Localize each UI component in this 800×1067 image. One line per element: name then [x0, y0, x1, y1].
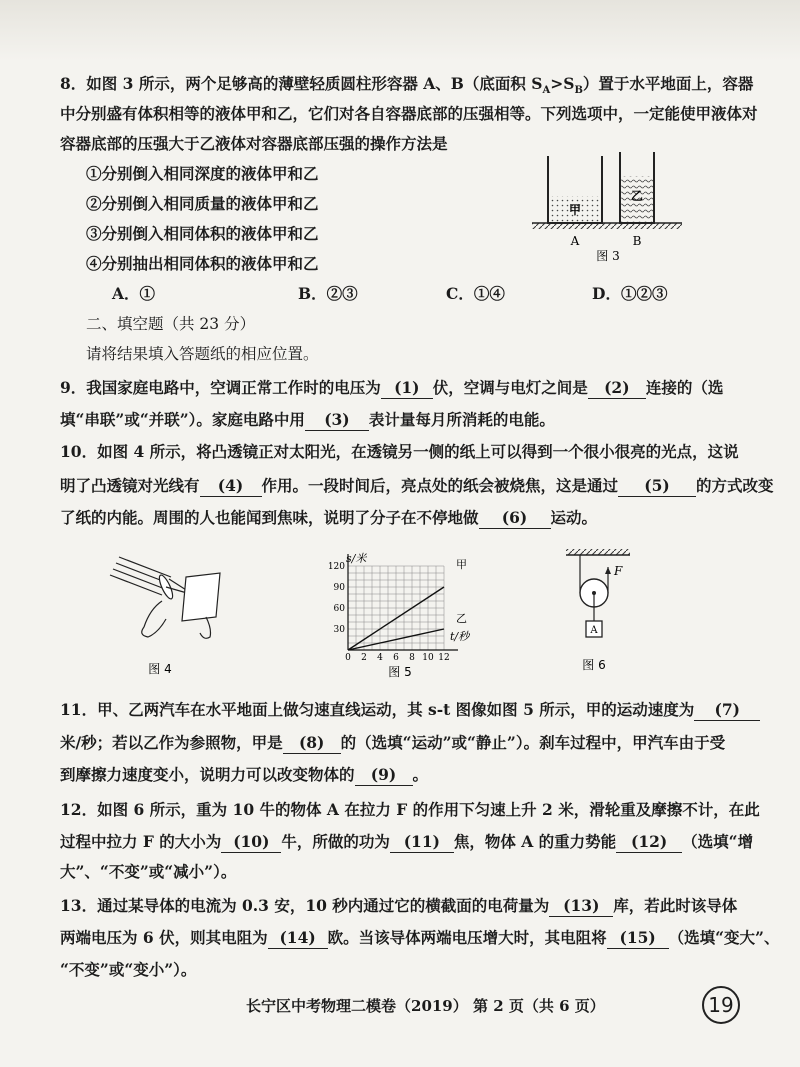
blank-4: (4): [200, 476, 262, 497]
x-tick-label: 6: [393, 653, 399, 663]
force-label: F: [614, 564, 623, 578]
bleed-through-area: [0, 0, 800, 60]
figure-4-lens: [108, 555, 228, 680]
q12-line1: 12．如图 6 所示，重为 10 牛的物体 A 在拉力 F 的作用下匀速上升 2 米，滑轮重及摩擦不计，在此: [60, 800, 760, 819]
blank-6: (6): [479, 508, 551, 529]
q13-line1: 13．通过某导体的电流为 0.3 安，10 秒内通过它的横截面的电荷量为 (13) 库，若此时该导体: [60, 896, 738, 915]
figure-5-st-chart: [310, 550, 480, 680]
figure-3-containers: [530, 148, 690, 263]
q12-line2: 过程中拉力 F 的大小为 (10) 牛，所做的功为 (11) 焦，物体 A 的重力势能 (12) （选填“增: [60, 832, 754, 851]
q8-item: ④分别抽出相同体积的液体甲和乙: [86, 254, 319, 273]
label-yi: 乙: [630, 189, 644, 203]
blank-14: (14): [268, 928, 328, 949]
x-tick-label: 2: [361, 653, 367, 663]
q8-line3: 容器底部的压强大于乙液体对容器底部压强的操作方法是: [60, 134, 448, 153]
y-tick-label: 30: [333, 625, 345, 635]
q10-line3: 了纸的内能。周围的人也能闻到焦味，说明了分子在不停地做 (6) 运动。: [60, 508, 598, 527]
blank-3: (3): [305, 410, 369, 431]
choice-c: C．①④: [446, 284, 505, 303]
series-label-yi: 乙: [456, 612, 467, 625]
blank-12: (12): [616, 832, 682, 853]
q12-line3: 大”、“不变”或“减小”）。: [60, 862, 237, 881]
chart-axes: [348, 554, 458, 650]
figure-5-caption: 图 5: [388, 665, 412, 679]
blank-1: (1): [381, 378, 433, 399]
figure-4-caption: 图 4: [148, 662, 172, 676]
x-axis-label: t/秒: [450, 630, 470, 643]
q10-line2: 明了凸透镜对光线有 (4) 作用。一段时间后，亮点处的纸会被烧焦，这是通过 (5) 的方式改变: [60, 476, 774, 495]
x-tick-label: 0: [345, 653, 351, 663]
y-tick-label: 60: [333, 604, 345, 614]
q11-line2: 米/秒；若以乙作为参照物，甲是 (8) 的（选填“运动”或“静止”）。刹车过程中，甲汽车由于受: [60, 733, 726, 752]
blank-2: (2): [588, 378, 646, 399]
choice-d: D．①②③: [592, 284, 668, 303]
figure-3-caption: 图 3: [596, 249, 620, 263]
q8-item: ③分别倒入相同体积的液体甲和乙: [86, 224, 319, 243]
blank-10: (10): [221, 832, 281, 853]
q13-line3: “不变”或“变小”）。: [60, 960, 197, 979]
series-label-jia: 甲: [456, 558, 467, 571]
figure-6-caption: 图 6: [582, 658, 606, 672]
q8-item: ②分别倒入相同质量的液体甲和乙: [86, 194, 319, 213]
q11-line3: 到摩擦力速度变小，说明力可以改变物体的 (9) 。: [60, 765, 429, 784]
q9-line2: 填“串联”或“并联”）。家庭电路中用 (3) 表计量每月所消耗的电能。: [60, 410, 555, 429]
q13-line2: 两端电压为 6 伏，则其电阻为 (14) 欧。当该导体两端电压增大时，其电阻将 (15) （选填“变大”、: [60, 928, 780, 947]
blank-15: (15): [607, 928, 669, 949]
x-tick-label: 10: [422, 653, 434, 663]
q10-line1: 10．如图 4 所示，将凸透镜正对太阳光，在透镜另一侧的纸上可以得到一个很小很亮的光点，这说: [60, 442, 739, 461]
x-tick-label: 4: [377, 653, 383, 663]
q11-line1: 11．甲、乙两汽车在水平地面上做匀速直线运动，其 s-t 图像如图 5 所示，甲的运动速度为 (7): [60, 700, 760, 721]
blank-9: (9): [355, 765, 413, 786]
blank-7: (7): [694, 700, 760, 721]
y-axis-label: s/米: [346, 552, 367, 565]
blank-8: (8): [283, 733, 341, 754]
y-tick-label: 120: [327, 562, 345, 572]
x-tick-label: 12: [438, 653, 450, 663]
blank-5: (5): [618, 476, 696, 497]
choice-b: B．②③: [298, 284, 358, 303]
page-footer: 长宁区中考物理二模卷（2019） 第 2 页（共 6 页）: [246, 997, 605, 1015]
q8-item: ①分别倒入相同深度的液体甲和乙: [86, 164, 319, 183]
chart-ticks: [328, 562, 450, 663]
q8-line1: 8．如图 3 所示，两个足够高的薄壁轻质圆柱形容器 A、B（底面积 $S_A>S_B$）置于水平地面上，容器: [60, 74, 754, 97]
blank-11: (11): [390, 832, 454, 853]
chart-grid: [348, 566, 444, 650]
label-b: B: [632, 234, 642, 248]
page-number-mark: 19: [702, 986, 740, 1024]
q9-line1: 9．我国家庭电路中，空调正常工作时的电压为 (1) 伏，空调与电灯之间是 (2) 连接的（选: [60, 378, 724, 397]
label-jia: 甲: [568, 203, 582, 217]
q8-line2: 中分别盛有体积相等的液体甲和乙，它们对各自容器底部的压强相等。下列选项中，一定能使甲液体对: [60, 104, 758, 123]
choice-a: A．①: [112, 284, 156, 303]
x-tick-label: 8: [409, 653, 415, 663]
section-title: 二、填空题（共 23 分）: [86, 315, 256, 333]
section-note: 请将结果填入答题纸的相应位置。: [86, 345, 319, 363]
y-tick-label: 90: [333, 583, 345, 593]
figure-6-pulley: [560, 545, 640, 675]
blank-13: (13): [549, 896, 613, 917]
label-a: A: [570, 234, 580, 248]
block-label: A: [590, 625, 598, 636]
